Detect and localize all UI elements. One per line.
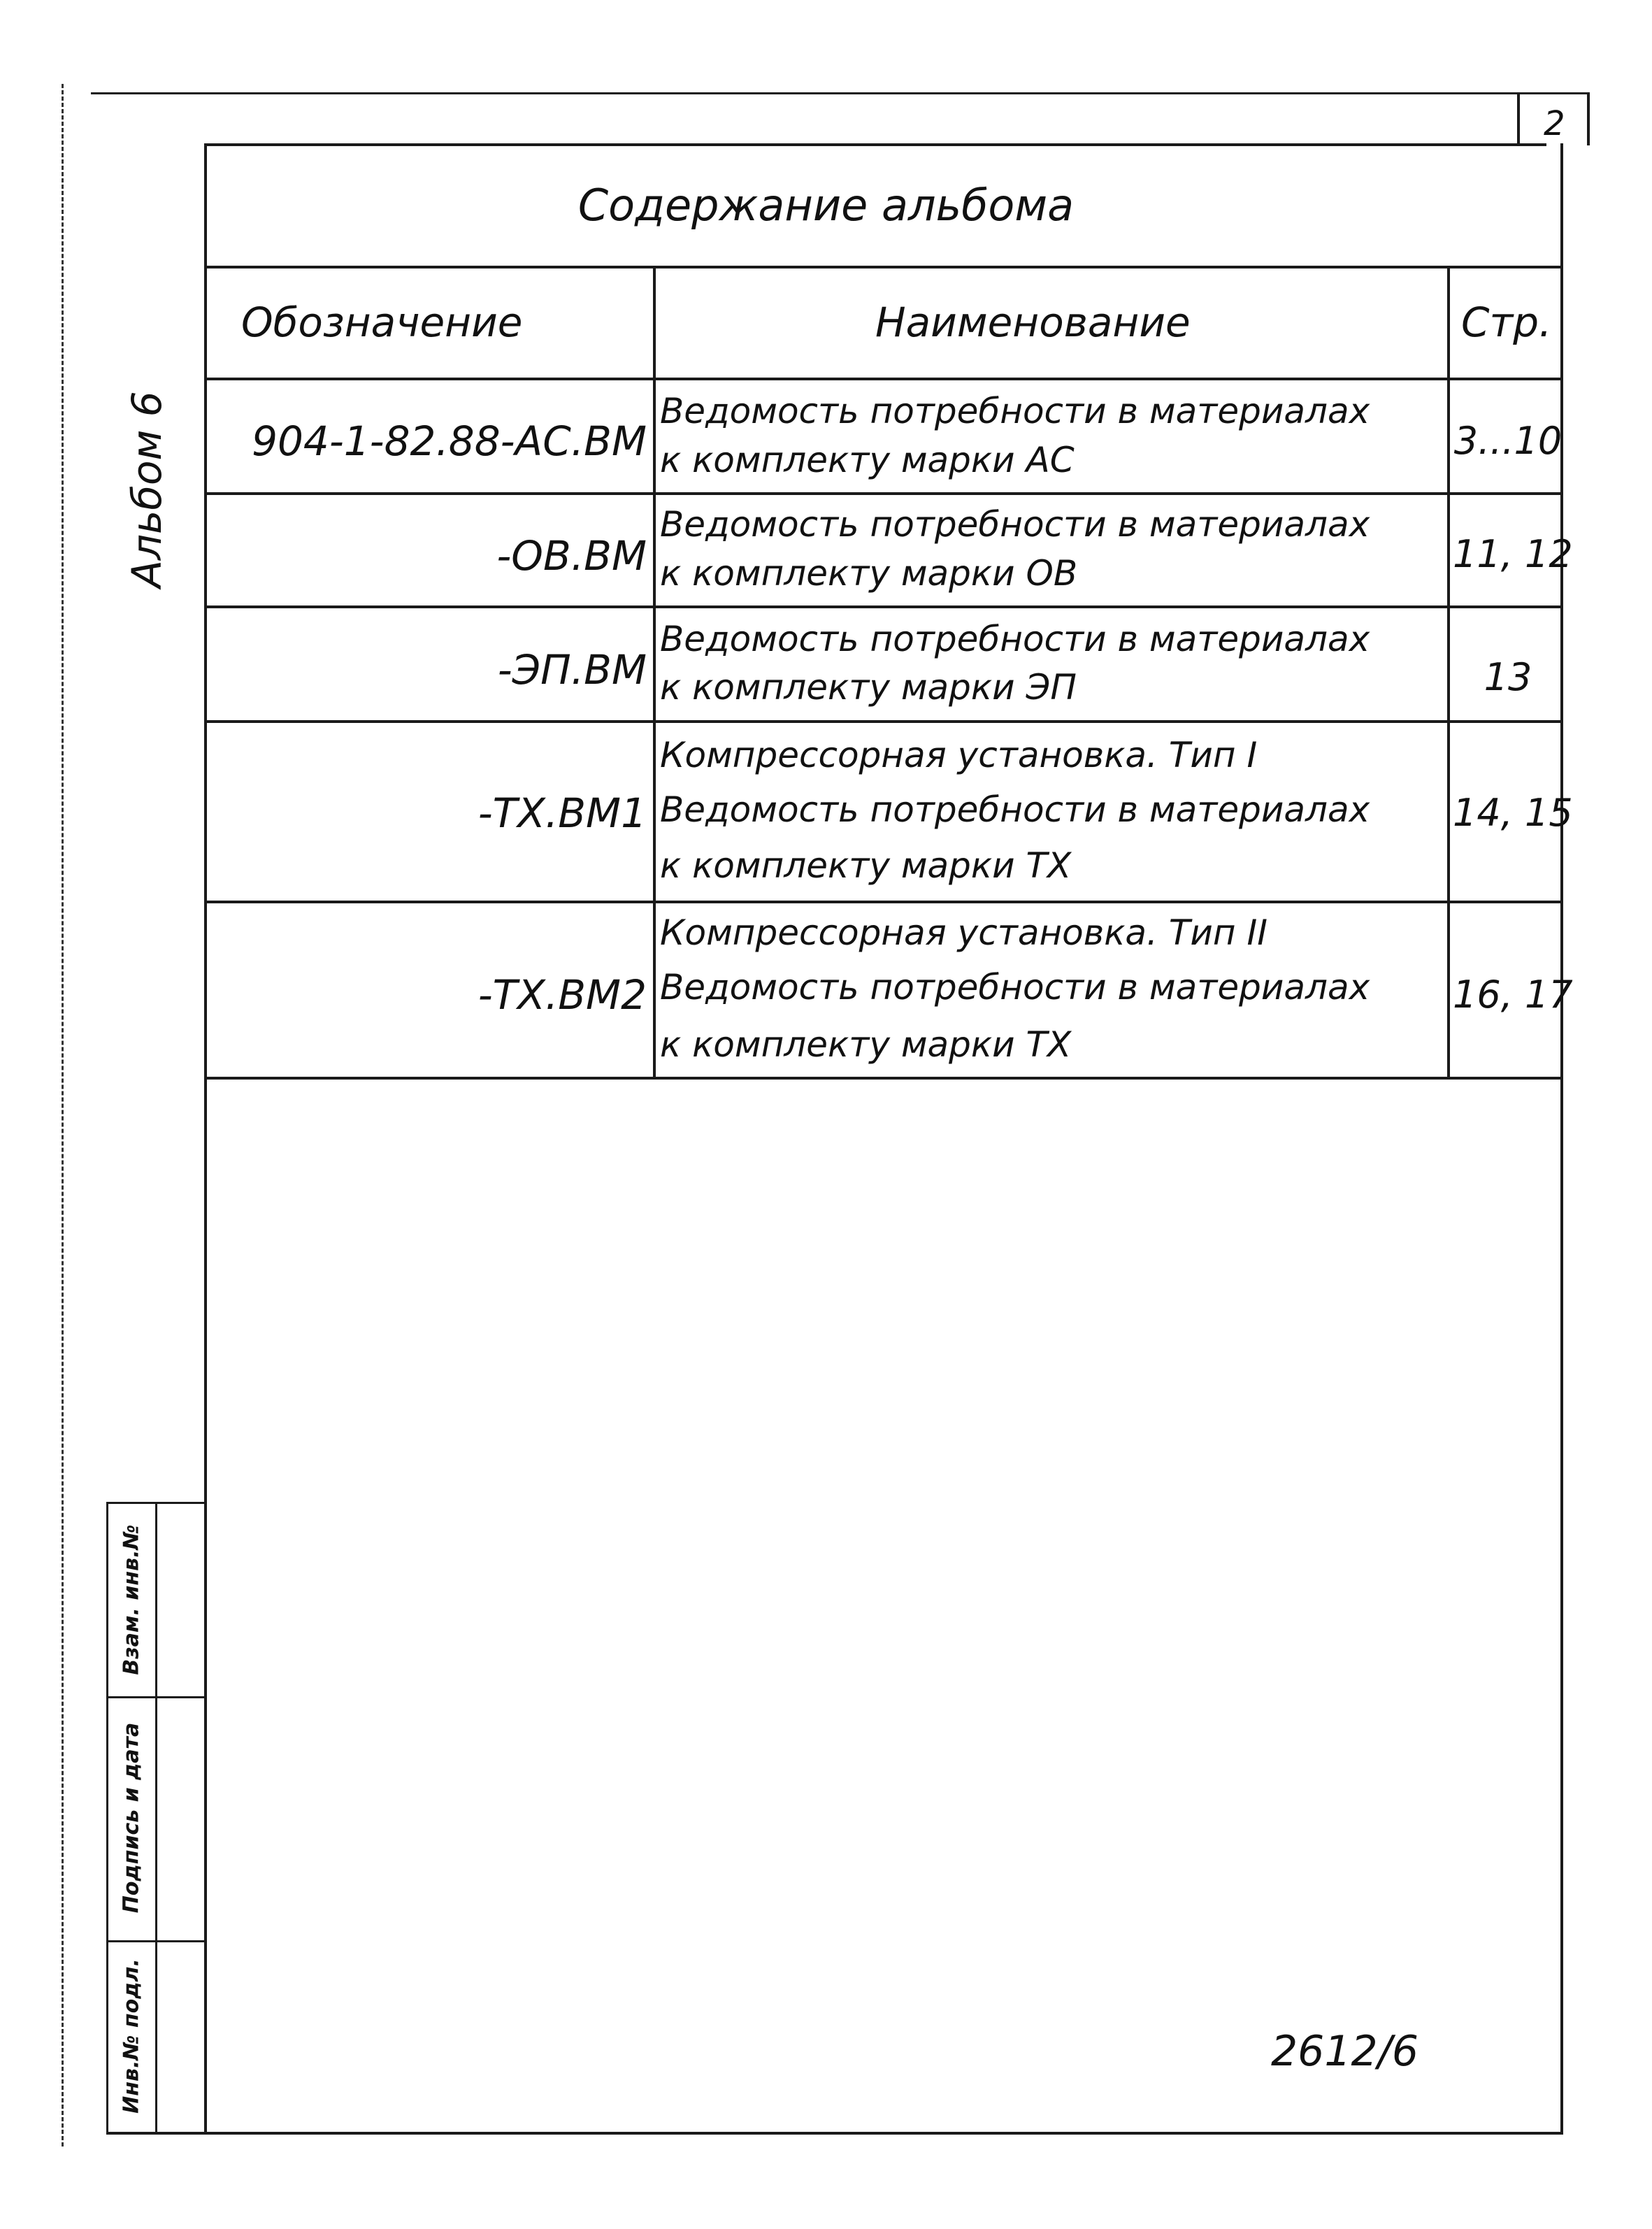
table-row-4-pages: 14, 15 [1453,791,1573,835]
table-row-1-name-line-1: Ведомость потребности в материалах [660,391,1370,431]
stamp-inv-original: Инв.№ подл. [119,1958,144,2114]
table-row-2-designation: -ОВ.ВМ [496,532,647,580]
table-row-3-name-line-2: к комплекту марки ЭП [660,667,1077,708]
header-page: Стр. [1461,299,1552,346]
page-number-box-left [1517,92,1520,145]
table-row-4-name-line-1: Компрессорная установка. Тип I [660,735,1258,775]
column-divider-1 [653,266,656,1077]
table-row-2-name-line-1: Ведомость потребности в материалах [660,504,1370,545]
table-row-1-pages: 3...10 [1453,419,1563,463]
drawing-number: 2612/6 [1271,2027,1419,2076]
row-divider-1 [204,492,1563,495]
stamp-divider-1 [106,1696,206,1698]
table-row-5-name-line-1: Компрессорная установка. Тип II [660,912,1267,953]
table-row-1-name-line-2: к комплекту марки АС [660,440,1075,480]
table-row-5-name-line-2: Ведомость потребности в материалах [660,967,1370,1008]
page-number: 2 [1544,104,1565,143]
table-row-4-name-line-2: Ведомость потребности в материалах [660,789,1370,830]
stamp-divider-2 [106,1940,206,1942]
table-row-5-designation: -ТХ.ВМ2 [477,971,647,1019]
frame-bottom-line [106,2132,1563,2135]
stamp-inner-divider [155,1502,157,2134]
table-row-2-name-line-2: к комплекту марки ОВ [660,553,1078,594]
table-row-5-name-line-3: к комплекту марки ТХ [660,1024,1072,1065]
table-row-3-name-line-1: Ведомость потребности в материалах [660,619,1370,659]
row-divider-4 [204,901,1563,903]
table-row-5-pages: 16, 17 [1453,973,1573,1017]
header-designation: Обозначение [241,299,523,346]
row-divider-5 [204,1077,1563,1080]
header-name: Наименование [875,299,1191,346]
table-row-4-designation: -ТХ.ВМ1 [477,789,647,837]
stamp-top [106,1502,206,1504]
frame-top-inner-line [204,143,1546,146]
stamp-signature-date: Подпись и дата [119,1722,144,1914]
stamp-inv-replaced: Взам. инв.№ [119,1524,144,1675]
table-row-3-designation: -ЭП.ВМ [497,646,647,694]
table-row-3-pages: 13 [1484,655,1532,699]
header-divider [204,378,1563,380]
table-row-1-designation: 904-1-82.88-АС.ВМ [252,417,647,465]
row-divider-3 [204,720,1563,723]
column-divider-2 [1447,266,1450,1077]
album-label: Альбом 6 [123,391,171,588]
table-title: Содержание альбома [577,180,1075,231]
frame-top-line [91,92,1587,94]
row-divider-2 [204,605,1563,608]
stamp-outer-left [106,1502,108,2134]
table-row-4-name-line-3: к комплекту марки ТХ [660,845,1072,886]
table-row-2-pages: 11, 12 [1453,532,1573,576]
binding-margin-mark [62,84,65,2146]
title-divider [204,266,1563,268]
page-number-box-right [1587,92,1590,145]
